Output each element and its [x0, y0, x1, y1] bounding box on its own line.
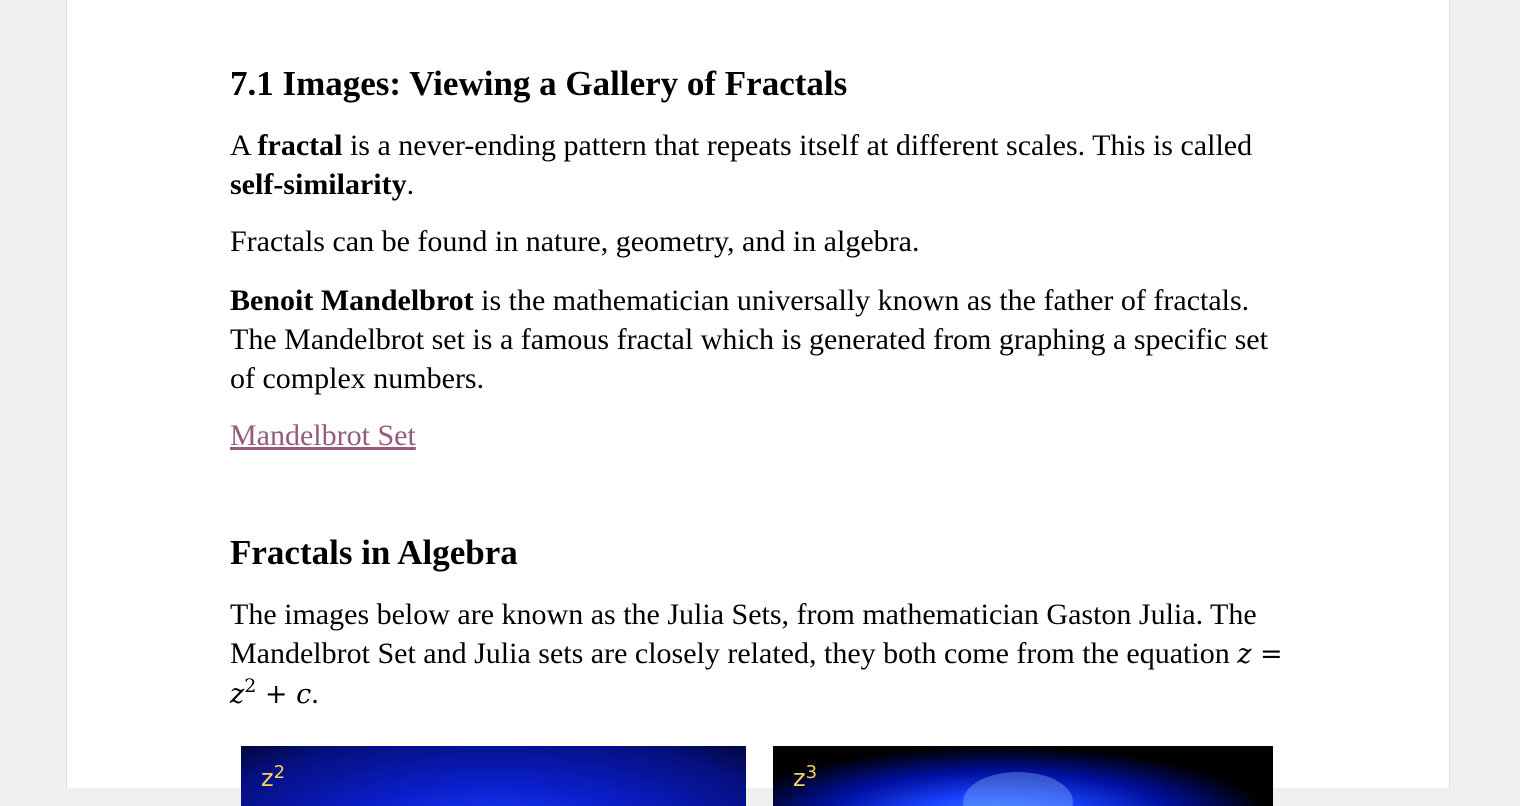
text-run: The images below are known as the Julia Sets, from mathematician Gaston Julia. The Mandelbrot Set and Julia sets are closely related, they both come from the equation: [230, 598, 1257, 670]
text-run: is the mathematician universally known as the father of fractals. The Mandelbrot set is a famous fractal which is generated from graphing a specific set of complex numbers.: [230, 284, 1268, 395]
section-heading: 7.1 Images: Viewing a Gallery of Fractals: [230, 64, 848, 103]
text-run: is a never-ending pattern that repeats itself at different scales. This is called: [342, 129, 1253, 162]
fractal-definition-paragraph: [230, 126, 1300, 204]
caption-base: z: [261, 764, 274, 792]
math-op: +: [256, 679, 297, 710]
text-run: A: [230, 129, 258, 162]
math-op: =: [1251, 639, 1283, 670]
math-var: z: [1237, 639, 1252, 670]
julia-set-image-z3: [773, 746, 1273, 806]
text-run: .: [406, 168, 415, 201]
name-benoit-mandelbrot: Benoit Mandelbrot: [230, 284, 474, 317]
julia-sets-paragraph: [230, 595, 1300, 714]
text-run: .: [311, 677, 319, 710]
term-fractal: fractal: [257, 129, 343, 162]
fractals-found-paragraph: Fractals can be found in nature, geometry, and in algebra.: [230, 225, 920, 258]
mandelbrot-set-link[interactable]: Mandelbrot Set: [230, 419, 416, 452]
document-page: [66, 0, 1450, 792]
math-var: c: [296, 679, 312, 710]
algebra-heading: Fractals in Algebra: [230, 533, 518, 572]
caption-base: z: [793, 764, 806, 792]
mandelbrot-paragraph: [230, 281, 1300, 398]
math-exponent: 2: [244, 675, 257, 697]
term-self-similarity: self-similarity: [230, 168, 407, 201]
fractal-glow: [963, 772, 1073, 806]
caption-exponent: 2: [273, 762, 286, 783]
julia-set-image-z2: [241, 746, 746, 806]
caption-exponent: 3: [805, 762, 818, 783]
math-var: z: [230, 679, 245, 710]
